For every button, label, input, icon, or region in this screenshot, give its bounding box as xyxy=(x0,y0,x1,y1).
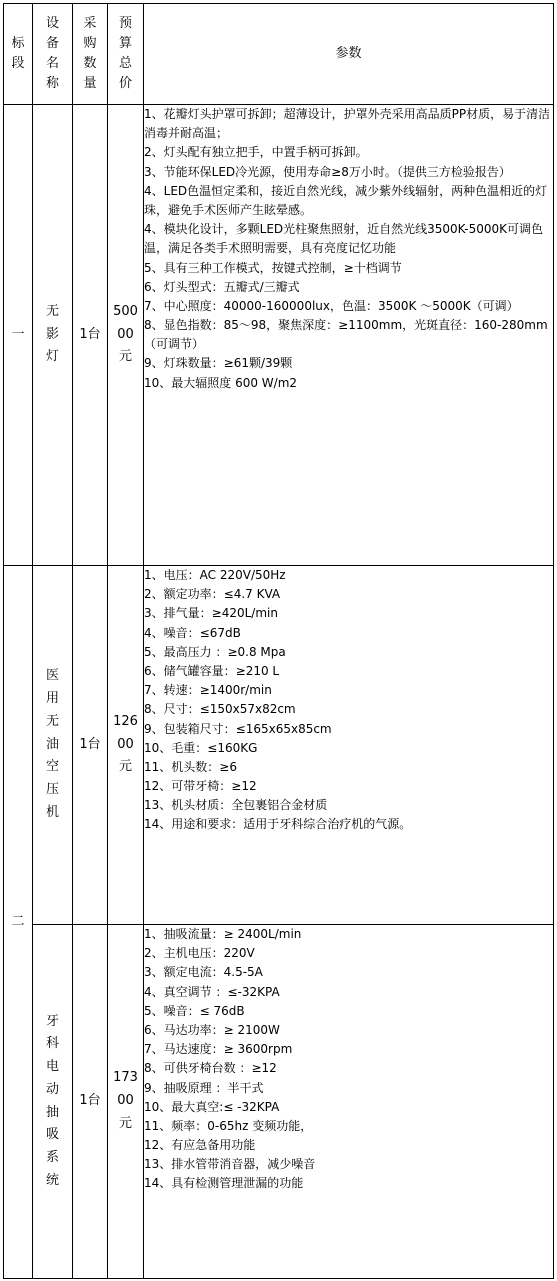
param-line: 3、节能环保LED冷光源，使用寿命≥8万小时。（提供三方检验报告） xyxy=(144,164,511,179)
param-line: 13、机头材质：全包裹铝合金材质 xyxy=(144,798,328,813)
param-line: 11、机头数：≥6 xyxy=(144,759,237,774)
param-line: 6、储气罐容量：≥210 L xyxy=(144,663,280,678)
table-row xyxy=(4,566,554,925)
param-line: 5、噪音：≤ 76dB xyxy=(144,1003,245,1018)
equipment-quantity: 1台 xyxy=(73,105,108,566)
param-line: 2、灯头配有独立把手，中置手柄可拆卸。 xyxy=(144,145,368,160)
equipment-budget: 126 00 元 xyxy=(108,566,144,925)
param-line: 4、LED色温恒定柔和，接近自然光线，减少紫外线辐射，两种色温相近的灯珠，避免手术医师产生眩晕感。 xyxy=(144,183,548,217)
header-quantity: 采 购 数 量 xyxy=(73,4,108,105)
param-line: 10、毛重：≤160KG xyxy=(144,740,258,755)
param-line: 10、最大辐照度 600 W/m2 xyxy=(144,375,298,390)
param-line: 9、灯珠数量：≥61颗/39颗 xyxy=(144,356,293,371)
equipment-params xyxy=(144,566,554,925)
equipment-params xyxy=(144,105,554,566)
param-line: 5、具有三种工作模式，按键式控制，≥十档调节 xyxy=(144,260,402,275)
param-line: 4、真空调节 ：≤-32KPA xyxy=(144,984,280,999)
header-section: 标 段 xyxy=(4,4,33,105)
param-line: 4、模块化设计，多颗LED光柱聚焦照射，近自然光线3500K-5000K可调色温，满足各类手术照明需要，具有亮度记忆功能 xyxy=(144,222,544,256)
header-budget: 预 算 总 价 xyxy=(108,4,144,105)
param-line: 4、噪音：≤67dB xyxy=(144,625,241,640)
param-line: 3、额定电流：4.5-5A xyxy=(144,965,263,980)
header-row xyxy=(4,4,554,105)
param-line: 14、用途和要求：适用于牙科综合治疗机的气源。 xyxy=(144,817,412,832)
param-line: 6、灯头型式：五瓣式/三瓣式 xyxy=(144,279,300,294)
param-line: 8、尺寸：≤150x57x82cm xyxy=(144,702,296,717)
param-line: 3、排气量：≥420L/min xyxy=(144,606,278,621)
equipment-quantity: 1台 xyxy=(73,925,108,1279)
param-line: 1、抽吸流量：≥ 2400L/min xyxy=(144,927,302,941)
param-line: 7、中心照度：40000-160000lux，色温：3500K ～5000K（可调） xyxy=(144,298,519,313)
param-line: 7、马达速度：≥ 3600rpm xyxy=(144,1042,293,1057)
equipment-name: 无 影 灯 xyxy=(33,105,73,566)
param-line: 1、电压：AC 220V/50Hz xyxy=(144,568,286,582)
param-line: 14、具有检测管理泄漏的功能 xyxy=(144,1176,304,1191)
equipment-budget: 173 00 元 xyxy=(108,925,144,1279)
param-line: 6、马达功率：≥ 2100W xyxy=(144,1022,280,1037)
param-line: 5、最高压力 ：≥0.8 Mpa xyxy=(144,644,286,659)
equipment-quantity: 1台 xyxy=(73,566,108,925)
param-line: 11、频率：0-65hz 变频功能， xyxy=(144,1118,313,1133)
section-label: 二 xyxy=(4,566,33,1279)
equipment-name: 医 用 无 油 空 压 机 xyxy=(33,566,73,925)
param-line: 8、显色指数：85～98，聚焦深度：≥1100mm，光斑直径：160-280mm（可调节） xyxy=(144,318,548,352)
equipment-budget: 500 00 元 xyxy=(108,105,144,566)
header-parameters: 参数 xyxy=(144,4,554,105)
equipment-name: 牙 科 电 动 抽 吸 系 统 xyxy=(33,925,73,1279)
param-line: 13、排水管带消音器，减少噪音 xyxy=(144,1157,316,1172)
param-line: 9、包装箱尺寸：≤165x65x85cm xyxy=(144,721,332,736)
procurement-table xyxy=(3,3,554,1279)
param-line: 8、可供牙椅台数 ：≥12 xyxy=(144,1061,277,1076)
param-line: 12、可带牙椅：≥12 xyxy=(144,779,257,794)
equipment-params xyxy=(144,925,554,1279)
param-line: 2、额定功率：≤4.7 KVA xyxy=(144,587,281,602)
section-label: 一 xyxy=(4,105,33,566)
param-line: 9、抽吸原理 ：半干式 xyxy=(144,1080,264,1095)
param-line: 12、有应急备用功能 xyxy=(144,1138,256,1153)
param-line: 1、花瓣灯头护罩可拆卸；超薄设计，护罩外壳采用高品质PP材质，易于清洁消毒并耐高温； xyxy=(144,107,551,141)
table-row xyxy=(4,105,554,566)
param-line: 10、最大真空:≤ -32KPA xyxy=(144,1099,280,1114)
param-line: 7、转速：≥1400r/min xyxy=(144,683,272,698)
param-line: 2、主机电压：220V xyxy=(144,946,255,961)
header-equipment-name: 设 备 名 称 xyxy=(33,4,73,105)
table-row xyxy=(4,925,554,1279)
